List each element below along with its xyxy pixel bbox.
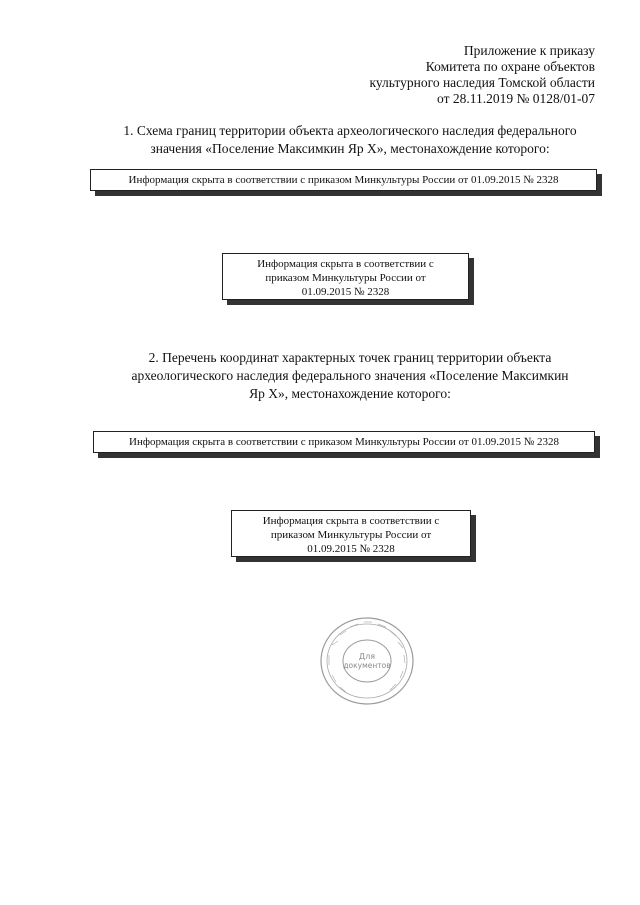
section-1-box-line-2: приказом Минкультуры России от xyxy=(265,272,426,284)
seal-icon xyxy=(318,615,416,707)
section-2-hidden-info-notice xyxy=(93,431,595,453)
section-2-title-line-3: Яр X», местонахождение которого: xyxy=(249,386,451,401)
section-2-title-line-2: археологического наследия федерального значения «Поселение Максимкин xyxy=(131,368,569,383)
section-1-hidden-scheme-notice xyxy=(222,253,469,300)
seal-text-line-1: Для xyxy=(358,652,376,661)
section-1-box-line-3: 01.09.2015 № 2328 xyxy=(301,286,390,298)
section-1-title xyxy=(100,122,600,158)
section-1-hidden-info-notice xyxy=(90,169,597,191)
seal-text-line-2: документов xyxy=(343,661,391,670)
header-line-1: Приложение к приказу xyxy=(463,43,595,58)
section-2-notice-text: Информация скрыта в соответствии с приказом Минкультуры России от 01.09.2015 № 2328 xyxy=(129,436,559,448)
section-1-box-line-1: Информация скрыта в соответствии с xyxy=(257,258,434,270)
section-2-box-line-1: Информация скрыта в соответствии с xyxy=(262,515,440,527)
section-1-notice-text: Информация скрыта в соответствии с приказом Минкультуры России от 01.09.2015 № 2328 xyxy=(128,174,559,186)
section-2-title-line-1: 2. Перечень координат характерных точек границ территории объекта xyxy=(148,350,552,365)
section-1-title-line-2: значения «Поселение Максимкин Яр X», местонахождение которого: xyxy=(150,141,550,156)
section-1-title-line-1: 1. Схема границ территории объекта археологического наследия федерального xyxy=(123,123,577,138)
approval-header xyxy=(370,43,595,107)
header-line-3: культурного наследия Томской области xyxy=(369,75,595,90)
section-2-box-line-3: 01.09.2015 № 2328 xyxy=(307,543,395,555)
section-2-title xyxy=(100,349,600,403)
section-2-hidden-coordinates-notice xyxy=(231,510,471,557)
official-seal-stamp xyxy=(318,615,416,707)
section-2-box-line-2: приказом Минкультуры России от xyxy=(270,529,432,541)
header-line-2: Комитета по охране объектов xyxy=(425,59,595,74)
header-line-4: от 28.11.2019 № 0128/01-07 xyxy=(437,91,595,106)
